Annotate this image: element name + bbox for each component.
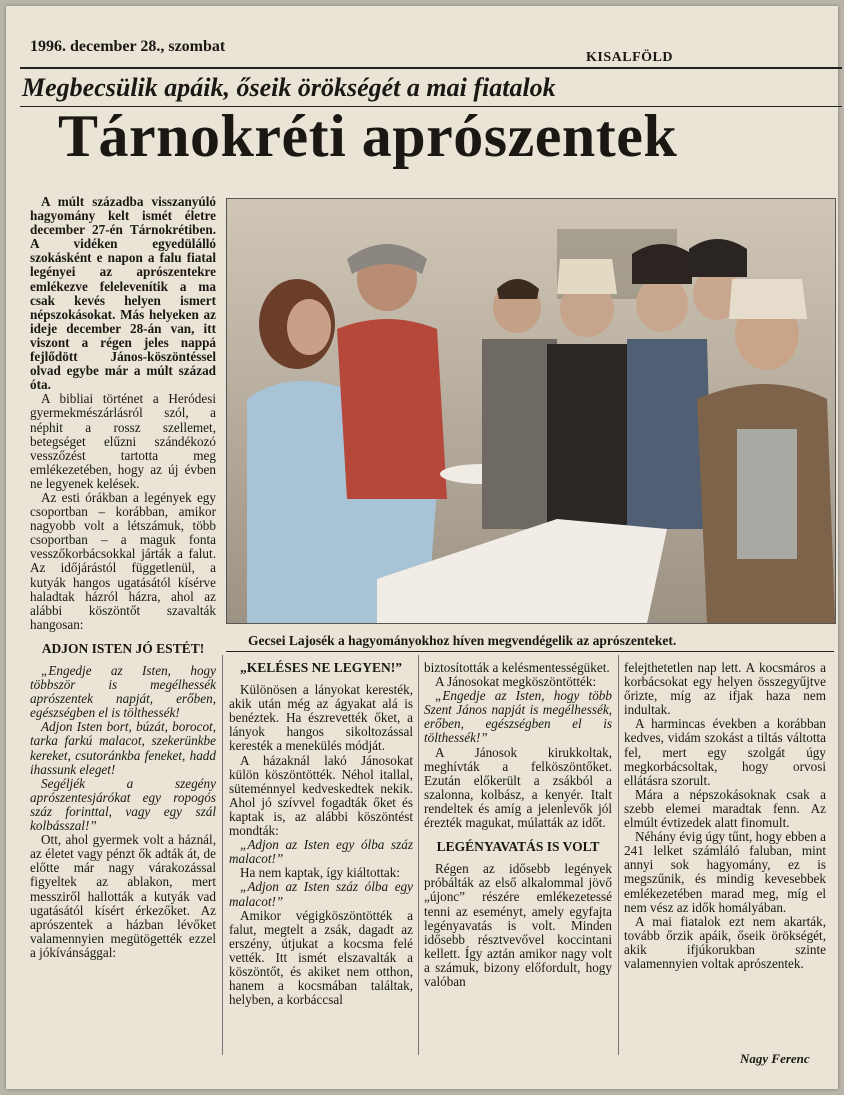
paragraph: biztosították a kelésmentességüket. (424, 660, 610, 675)
photo-caption: Gecsei Lajosék a hagyományokhoz híven megvendégelik az aprószenteket. (248, 633, 677, 648)
paragraph: Különösen a lányokat keresték, akik után még az ágyakat alá is benéztek. Ha észrevették őket, a lányok hangos sikoltozással keresték a menekülés módját. (229, 682, 413, 754)
quote: Adjon Isten bort, búzát, borocot, tarka farkú malacot, szekerünkbe kereket, csutoránkba feneket, hadd ihassunk eleget! (30, 719, 216, 777)
paragraph: A bibliai történet a Heródesi gyermekmészárlásról szól, a néphit a rossz szellemet, betegséget elűzni szándékozó vesszőzést tartotta meg emlékezetében, hogy az új évben ne legyenek kelések. (30, 391, 216, 491)
quote: „Engedje az Isten, hogy többször is megélhessék aprószentek napját, erőben, egészségben el is tölthessék! (30, 663, 216, 721)
paragraph: Régen az idősebb legények próbálták az első alkalommal jövő „újonc” részére emlékezetessé tenni az eseményt, amely egyfajta legényavatás is volt. Minden idősebb résztvevővel koccintani kellett. Így aztán amikor nagy volt a számuk, bizony előfordult, hogy valóban (424, 861, 612, 989)
header-rule (20, 67, 842, 69)
newspaper-name: KISALFÖLD (586, 50, 673, 65)
quote: „Adjon az Isten száz ólba egy malacot!” (229, 879, 413, 909)
subheading: LEGÉNYAVATÁS IS VOLT (436, 839, 600, 855)
paragraph: Amikor végigköszöntötték a falut, megtelt a zsák, dagadt az erszény, útjukat a kocsma felé vették. Itt ismét elszavalták a köszöntőt, és akiket nem otthon, hanem a kocsmában találtak, helyben, a korbáccsal (229, 907, 413, 1008)
column-1 (30, 195, 216, 960)
paragraph: A Jánosokat megköszöntötték: (435, 674, 597, 690)
paragraph: A mai fiatalok ezt nem akarták, tovább őrzik apáik, őseik örökségét, akik ifjúkorukban szinte valamennyien voltak aprószentek. (624, 913, 826, 971)
paragraph: A házaknál lakó Jánosokat külön köszöntötték. Néhol itallal, süteménnyel kedveskedtek nekik. Ahol jó szívvel fogadták őket és kaptak is, az alábbi köszöntést mondták: (229, 752, 413, 839)
headline: Tárnokréti aprószentek (58, 103, 678, 169)
column-2 (229, 661, 413, 1007)
paragraph: Mára a népszokásoknak csak a szebb elemei maradtak fenn. Az elmúlt évtizedek alatt finomult. (624, 786, 826, 831)
column-3 (424, 661, 612, 989)
paragraph: Néhány évig úgy tűnt, hogy ebben a 241 lelket számláló faluban, mint annyi sok hagyomány, ez is megszűnik, és mindig kevesebbek emlékezetében marad meg, míg el nem vész az idők homályában. (624, 829, 826, 915)
paragraph: A harmincas években a korábban kedves, vidám szokást a tiltás váltotta fel, mert egy szolgát úgy megkorbácsoltak, hogy orvosi ellátásra szorult. (624, 716, 826, 788)
paragraph: A Jánosok kirukkoltak, meghívták a felköszöntőket. Ezután előkerült a zsákból a szalonna, kolbász, a kenyér. Italt rendeltek és amíg a jelenlevők jól érezték magukat, múlatták az időt. (424, 744, 612, 831)
article-photo (226, 198, 836, 624)
paragraph: Az esti órákban a legények egy csoportban – korábban, amikor nagyobb volt a létszámuk, több csoportban – a maguk fonta vesszőkorbácsokkal járták a falut. Az időjárástól függetlenül, a kutyák hangos ugatásától kísérve haladtak házról házra, ahol az alábbi köszöntőt szavalták hangosan: (30, 489, 216, 632)
quote: „Engedje az Isten, hogy több Szent János napját is megélhessék, erőben, egészségben el is tölthessék!” (424, 688, 612, 746)
caption-rule (226, 651, 834, 652)
paragraph: Ott, ahol gyermek volt a háznál, az életet vagy pénzt ők adták át, de előtte már nagy várakozással figyeltek az ablakon, mert messziről hallották a kutyák vad ugatásától kísért érkezőket. Az aprószentek a házban lévőket valamennyien megütögették ezzel a jókívánsággal: (30, 832, 216, 960)
column-divider (222, 655, 223, 1055)
kicker: Megbecsülik apáik, őseik örökségét a mai fiatalok (22, 73, 556, 102)
quote: Segéljék a szegény aprószentesjárókat egy ropogós száz forinttal, vagy egy szál kolbásszal!” (30, 775, 216, 834)
author-signature: Nagy Ferenc (740, 1051, 810, 1066)
paragraph: felejthetetlen nap lett. A kocsmáros a korbácsokat egy helyen összegyűjtve őrizte, míg az ifjak haza nem indultak. (624, 660, 826, 718)
quote: „Adjon az Isten egy ólba száz malacot!” (229, 837, 413, 867)
subheading: ADJON ISTEN JÓ ESTÉT! (41, 640, 205, 656)
issue-date: 1996. december 28., szombat (30, 38, 226, 55)
column-divider (418, 655, 419, 1055)
subheading: „KELÉSES NE LEGYEN!” (239, 660, 403, 675)
lead-paragraph: A múlt századba visszanyúló hagyomány kelt ismét életre december 27-én Tárnokrétiben. A vidéken egyedülálló szokásként e napon a falu fiatal legényei az aprószentekre emlékezve felelevenítik a ma csak kevés helyen ismert népszokásokat. Más helyeken az ideje december 28-án van, itt viszont a régen jeles nappá fejlődött János-köszöntéssel olvad egybe már a múlt század óta. (30, 194, 216, 393)
column-4 (624, 661, 826, 971)
paragraph: Ha nem kaptak, így kiáltottak: (240, 865, 401, 881)
column-divider (618, 655, 619, 1055)
